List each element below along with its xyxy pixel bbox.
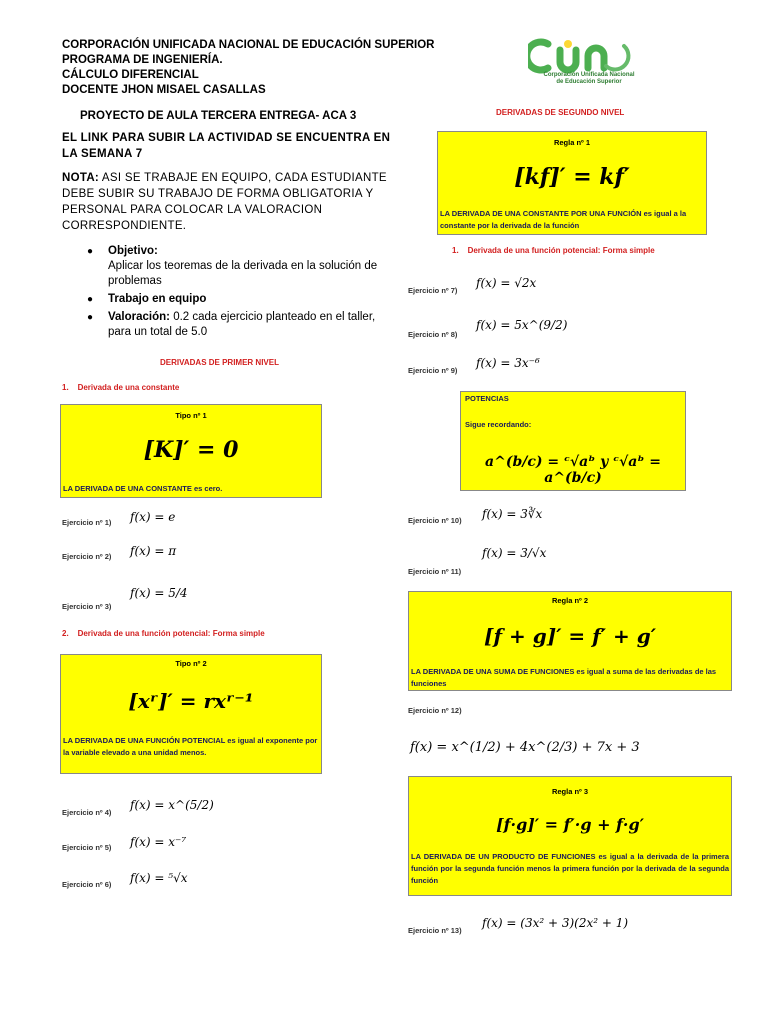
ejercicio-7-label: Ejercicio nº 7) — [408, 286, 458, 295]
bullet-objetivo: ● Objetivo: Aplicar los teoremas de la derivada en la solución de problemas — [90, 244, 390, 289]
objetivo-text: Aplicar los teoremas de la derivada en la solución de problemas — [108, 260, 378, 287]
ejercicio-8-formula: f(x) = 5x^(9/2) — [476, 318, 568, 332]
ejercicio-9-label: Ejercicio nº 9) — [408, 366, 458, 375]
potencias-subtitle: Sigue recordando: — [465, 420, 532, 429]
section-segundo-nivel: DERIVADAS DE SEGUNDO NIVEL — [496, 108, 625, 117]
regla3-desc: LA DERIVADA DE UN PRODUCTO DE FUNCIONES es igual a la derivada de la primera función por la segunda función menos la primera función por la derivada de la segunda función — [411, 852, 729, 885]
ejercicio-13-label: Ejercicio nº 13) — [408, 926, 462, 935]
ejercicio-10-label: Ejercicio nº 10) — [408, 516, 462, 525]
tipo1-formula: [K]′ = 0 — [143, 437, 239, 463]
tipo1-desc: LA DERIVADA DE UNA CONSTANTE es cero. — [63, 484, 223, 493]
ejercicio-12-formula: f(x) = x^(1/2) + 4x^(2/3) + 7x + 3 — [410, 740, 640, 755]
section-potencial-2: 1. Derivada de una función potencial: Forma simple — [452, 246, 655, 255]
ejercicio-12-label: Ejercicio nº 12) — [408, 706, 462, 715]
ejercicio-2-formula: f(x) = π — [130, 544, 177, 558]
ejercicio-1-formula: f(x) = e — [130, 510, 176, 524]
regla3-formula: [f·g]′ = f′·g + f·g′ — [496, 815, 644, 834]
nota-label: NOTA: — [62, 172, 100, 184]
potencias-title: POTENCIAS — [465, 394, 509, 403]
nota-paragraph — [62, 170, 392, 234]
program-name: PROGRAMA DE INGENIERÍA. — [62, 54, 223, 66]
bullet-trabajo: ● Trabajo en equipo — [87, 293, 207, 305]
link-paragraph: EL LINK PARA SUBIR LA ACTIVIDAD SE ENCUENTRA EN LA SEMANA 7 — [62, 132, 391, 160]
regla2-box — [408, 591, 732, 691]
tipo1-box — [60, 404, 322, 498]
regla2-formula: [f + g]′ = f′ + g′ — [484, 624, 656, 648]
ejercicio-10-formula: f(x) = 3∛x — [482, 507, 543, 521]
bullet-icon: ● — [87, 312, 94, 323]
ejercicio-2-label: Ejercicio nº 2) — [62, 552, 112, 561]
ejercicio-9-formula: f(x) = 3x⁻⁶ — [476, 356, 540, 370]
tipo2-formula: [xʳ]′ = rxʳ⁻¹ — [128, 689, 254, 713]
section-primer-nivel: DERIVADAS DE PRIMER NIVEL — [160, 358, 279, 367]
ejercicio-8-label: Ejercicio nº 8) — [408, 330, 458, 339]
ejercicio-11-label: Ejercicio nº 11) — [408, 567, 462, 576]
ejercicio-3-label: Ejercicio nº 3) — [62, 602, 112, 611]
ejercicio-7-formula: f(x) = √2x — [476, 276, 537, 290]
cun-logo — [528, 36, 638, 96]
tipo2-desc: LA DERIVADA DE UNA FUNCIÓN POTENCIAL es igual al exponente por la variable elevado a una unidad menos. — [63, 736, 318, 757]
ejercicio-3-formula: f(x) = 5/4 — [130, 586, 188, 600]
potencias-formula: a^(b/c) = ᶜ√aᵇ y ᶜ√aᵇ = a^(b/c) — [485, 454, 661, 486]
regla2-desc: LA DERIVADA DE UNA SUMA DE FUNCIONES es igual a suma de las derivadas de las funciones — [411, 667, 717, 688]
tipo2-label: Tipo nº 2 — [175, 659, 207, 668]
regla2-label: Regla nº 2 — [551, 596, 589, 605]
logo-subtitle: Corporación Unificada Nacional de Educación Superior — [543, 72, 635, 85]
regla3-box — [408, 776, 732, 896]
document-header — [62, 38, 435, 98]
project-title: PROYECTO DE AULA TERCERA ENTREGA- ACA 3 — [80, 110, 357, 122]
bullet-icon: ● — [87, 294, 94, 305]
regla1-box — [437, 131, 707, 235]
ejercicio-5-formula: f(x) = x⁻⁷ — [130, 835, 187, 849]
ejercicio-4-formula: f(x) = x^(5/2) — [130, 798, 214, 812]
bullet-valoracion: ● Valoración: 0.2 cada ejercicio planteado en el taller, para un total de 5.0 — [87, 311, 376, 338]
regla1-label: Regla nº 1 — [553, 138, 591, 147]
potencias-box — [460, 391, 686, 491]
ejercicio-1-label: Ejercicio nº 1) — [62, 518, 112, 527]
teacher-name: DOCENTE JHON MISAEL CASALLAS — [62, 84, 266, 96]
section-potencial: 2. Derivada de una función potencial: Forma simple — [62, 629, 265, 638]
ejercicio-11-formula: f(x) = 3/√x — [482, 546, 547, 560]
tipo2-box — [60, 654, 322, 774]
regla1-desc: LA DERIVADA DE UNA CONSTANTE POR UNA FUNCIÓN es igual a la constante por la derivada de la función — [440, 209, 687, 230]
bullet-icon: ● — [87, 246, 94, 257]
section-constante: 1. Derivada de una constante — [62, 383, 180, 392]
ejercicio-6-label: Ejercicio nº 6) — [62, 880, 112, 889]
regla1-formula: [kf]′ = kf′ — [514, 164, 630, 190]
institution-name: CORPORACIÓN UNIFICADA NACIONAL DE EDUCACIÓN SUPERIOR — [62, 39, 435, 51]
ejercicio-6-formula: f(x) = ⁵√x — [130, 871, 188, 885]
ejercicio-4-label: Ejercicio nº 4) — [62, 808, 112, 817]
ejercicio-5-label: Ejercicio nº 5) — [62, 843, 112, 852]
regla3-label: Regla nº 3 — [551, 787, 589, 796]
tipo1-label: Tipo nº 1 — [175, 411, 207, 420]
course-name: CÁLCULO DIFERENCIAL — [62, 69, 199, 81]
ejercicio-13-formula: f(x) = (3x² + 3)(2x² + 1) — [482, 916, 629, 930]
nota-text: ASI SE TRABAJE EN EQUIPO, CADA ESTUDIANTE DEBE SUBIR SU TRABAJO DE FORMA OBLIGATORIA Y PERSONAL PARA COLOCAR LA VALORACION CORRESPONDIENTE. — [62, 172, 387, 232]
